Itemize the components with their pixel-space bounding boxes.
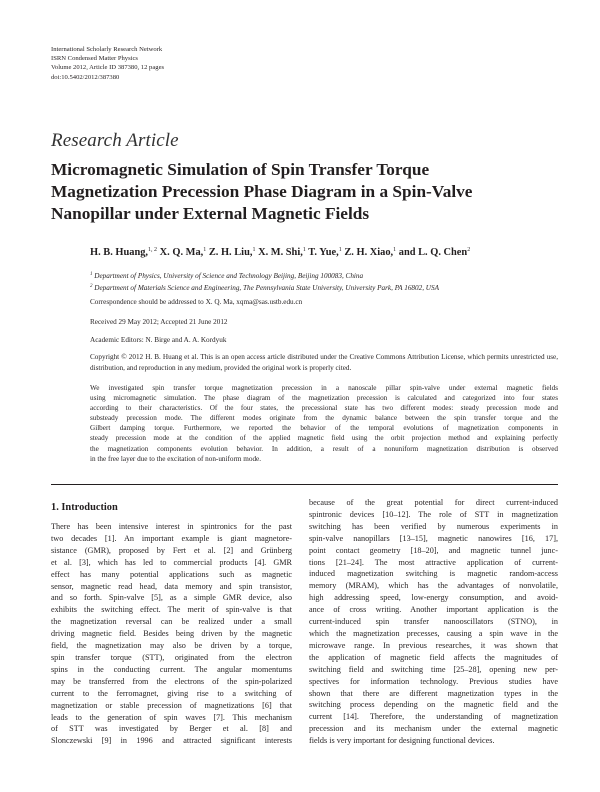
body-text-line: precession and its mechanism under the external magnetic — [309, 724, 558, 734]
affiliation-number: 2 — [90, 283, 93, 289]
body-text-line: leads to the generation of spin waves [7]. This mechanism — [51, 712, 292, 722]
body-text-line: exhibits the switching effect. The merit of spin-valve is that — [51, 605, 292, 615]
body-text-line: spectives for information technology. Previous studies have — [309, 676, 558, 686]
paper-title — [51, 159, 551, 225]
affiliation-item — [90, 270, 560, 282]
author-affiliation-mark: 1 — [302, 247, 306, 253]
abstract-line: steady precession mode at the condition of the applied magnetic field using the orbit projection method and explaining perfectly — [90, 434, 558, 443]
author-name: Z. H. Xiao, — [344, 247, 394, 258]
journal-info — [51, 45, 301, 82]
body-text-line: Slonczewski [9] in 1996 and attracted significant interests — [51, 736, 292, 746]
abstract-line: in the free layer due to the excitation of non-uniform mode. — [90, 454, 262, 463]
affiliation-item — [90, 282, 560, 294]
journal-title: ISRN Condensed Matter Physics — [51, 55, 138, 63]
body-text-line: fields is very important for designing functional devices. — [309, 736, 495, 746]
body-text-line: two decades [1]. An important example is giant magnetore- — [51, 533, 292, 543]
body-text-line: sensor, magnetic read head, data memory and spin transistor, — [51, 581, 292, 591]
copyright-notice: Copyright © 2012 H. B. Huang et al. This is an open access article distributed under the Creative Commons Attribution License, which permits unrestricted use, distribution, and reproduction in any medium, provided the original work is properly cited. — [90, 353, 558, 372]
abstract-line: substeady precession mode. The different modes originate from the dynamic balance between the spin transfer torque and the — [90, 414, 558, 423]
abstract-line: using micromagnetic simulation. The phase diagram of the magnetization precession is calculated and categorized into four states — [90, 394, 558, 403]
body-text-line: ance of cross writing. Another important application is the — [309, 605, 558, 615]
author-affiliation-mark: 1 — [252, 247, 256, 253]
author-affiliation-mark: 1, 2 — [148, 247, 158, 253]
affiliation-number: 1 — [90, 272, 93, 277]
journal-doi: doi:10.5402/2012/387380 — [51, 73, 120, 81]
abstract — [90, 383, 558, 464]
abstract-line: We investigated spin transfer torque magnetization precession in a nanoscale pillar spin-valve under external magnetic fields — [90, 384, 558, 392]
author-name: H. B. Huang, — [90, 247, 149, 258]
body-text-line: spin-valve nanopillars [13–15], magnetic nanowires [16, 17], — [309, 533, 558, 543]
author-affiliation-mark: 2 — [467, 247, 471, 253]
body-text-line: spins in the conducting current. The angular momentums — [51, 664, 292, 674]
abstract-line: the magnetization components evolution behavior. In addition, a result of a nonuniform magnetization distribution is observed — [90, 444, 558, 453]
body-text-line: switching field and switching time [25–28], opening new per- — [309, 664, 558, 674]
article-type: Research Article — [51, 130, 179, 151]
body-text-line: current-induced spin transfer nanooscillators (STNO), in — [309, 617, 558, 627]
body-text-line: induced magnetization switching is magnetic random-access — [309, 569, 558, 579]
author-name: X. Q. Ma, — [159, 247, 204, 258]
body-text-line: shown that there are different magnetization types in the — [309, 688, 558, 698]
body-text-line: switching process depending on the magnetic field and the — [309, 700, 558, 710]
abstract-line: according to their characteristics. Of the four states, the precessional state has two different modes: steady precession mode and — [90, 404, 558, 413]
body-text-line: because of the great potential for direct current-induced — [309, 498, 558, 507]
body-text-line: memory (MRAM), which has the advantages of nonvolatile, — [309, 581, 558, 591]
author-affiliation-mark: 1 — [393, 247, 397, 253]
section-divider — [51, 484, 558, 485]
author-name: X. M. Shi, — [258, 247, 303, 258]
affiliations — [90, 270, 560, 293]
affiliation-text: Department of Physics, University of Science and Technology Beijing, Beijing 100083, China — [94, 272, 364, 280]
correspondence: Correspondence should be addressed to X. Q. Ma, xqma@sas.ustb.edu.cn — [90, 298, 303, 306]
abstract-line: Gilbert damping torque. Furthermore, we reported the behavior of the temporal evolutions of magnetization components in — [90, 424, 558, 433]
body-text-line: et al. [3], which has led to commercial products [4]. GMR — [51, 557, 292, 567]
body-text-line: point contact geometry [18–20], and magnetic tunnel junc- — [309, 545, 558, 555]
body-text-line: magnetization or stable precession of magnetizations [6] that — [51, 700, 292, 710]
title-line: Nanopillar under External Magnetic Fields — [51, 204, 370, 223]
body-text-line: sistance (GMR), proposed by Fert et al. [2] and Grünberg — [51, 545, 292, 555]
body-text-line: spin transfer torque (STT), originated from the electron — [51, 652, 292, 662]
affiliation-text: Department of Materials Science and Engineering, The Pennsylvania State University, University Park, PA 16802, USA — [94, 283, 439, 292]
body-text-line: of STT was investigated by Berger et al. [8] and — [51, 724, 292, 734]
body-text-line: effect has many potential applications such as magnetic — [51, 569, 292, 579]
body-text-line: current to the ferromagnet, giving rise to a switching of — [51, 688, 292, 698]
body-column-right — [309, 497, 558, 747]
body-text-line: and so forth. Spin-valve [5], as a simple GMR device, also — [51, 593, 292, 603]
journal-network: International Scholarly Research Network — [51, 46, 163, 53]
body-text-line: current [14]. Therefore, the understanding of magnetization — [309, 712, 558, 722]
section-heading: 1. Introduction — [51, 502, 118, 513]
title-line: Magnetization Precession Phase Diagram in a Spin-Valve — [51, 182, 473, 201]
body-text-line: spintronic devices [10–12]. The role of STT in magnetization — [309, 509, 558, 519]
body-text-line: tions [21–24]. The most attractive application of current- — [309, 557, 558, 567]
author-name: T. Yue, — [308, 247, 339, 258]
body-column-left — [51, 521, 292, 747]
body-text-line: the magnetization reversal can be realized under a small — [51, 617, 292, 627]
academic-editors: Academic Editors: N. Birge and A. A. Kordyuk — [90, 336, 227, 344]
body-text-line: microwave range. In previous researches, it was shown that — [309, 640, 558, 650]
title-line: Micromagnetic Simulation of Spin Transfer Torque — [51, 160, 430, 179]
body-text-line: the application of magnetic field affects the magnitudes of — [309, 652, 558, 662]
body-text-line: There has been intensive interest in spintronics for the past — [51, 522, 292, 531]
body-text-line: which the magnetization precesses, causing a spin wave in the — [309, 628, 558, 638]
body-text-line: high addressing speed, low-energy consumption, and avoid- — [309, 593, 558, 603]
author-name: Z. H. Liu, — [208, 247, 253, 258]
author-name: and L. Q. Chen — [398, 247, 468, 258]
author-list — [90, 247, 470, 258]
body-text-line: driving magnetic field. Besides being driven by the magnetic — [51, 629, 292, 639]
body-text-line: may be transferred from the electrons of the spin-polarized — [51, 676, 292, 686]
journal-volume: Volume 2012, Article ID 387380, 12 pages — [51, 64, 165, 72]
received-dates: Received 29 May 2012; Accepted 21 June 2012 — [90, 318, 228, 326]
author-affiliation-mark: 1 — [203, 247, 207, 253]
author-affiliation-mark: 1 — [338, 247, 342, 253]
body-text-line: field, the magnetization may also be driven by a torque, — [51, 641, 292, 651]
body-text-line: switching has been verified by numerous experiments in — [309, 521, 558, 531]
